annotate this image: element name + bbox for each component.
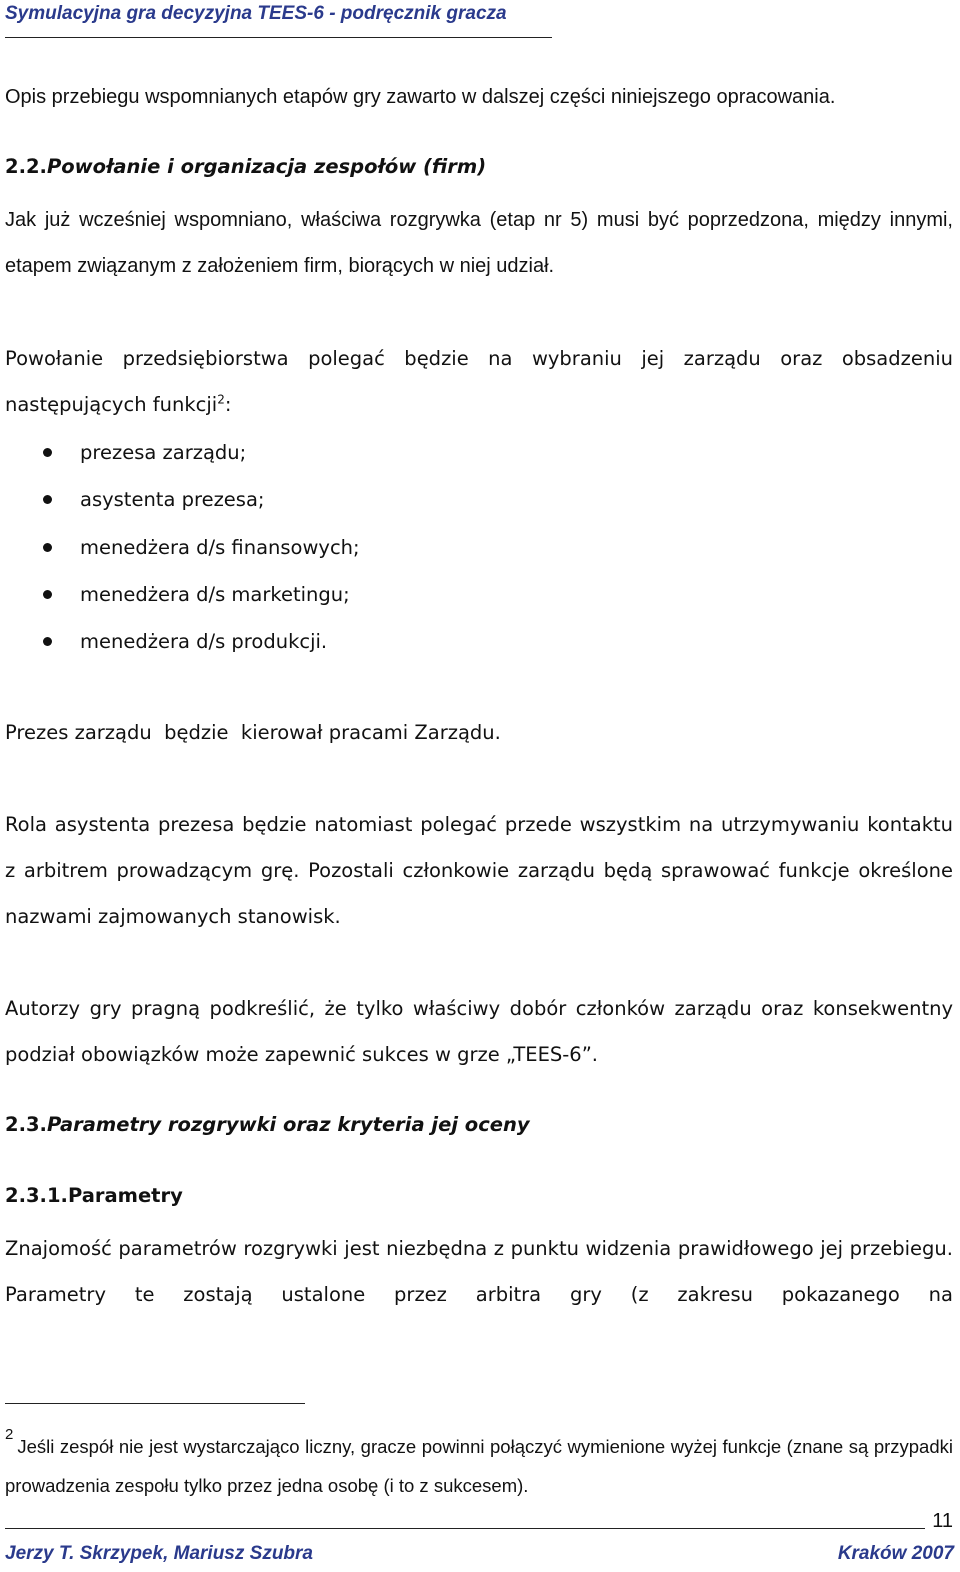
paragraph-assistant-role: Rola asystenta prezesa będzie natomiast polegać przede wszystkim na utrzymywaniu kontaktu z arbitrem prowadzącym grę. Pozostali członkowie zarządu będą sprawować funkcje określone nazwami zajmowanych stanowisk. bbox=[5, 813, 953, 928]
functions-list bbox=[0, 429, 360, 665]
paragraph-company-founding bbox=[5, 336, 953, 428]
footnote-text: Jeśli zespół nie jest wystarczająco liczny, gracze powinni połączyć wymienione wyżej funkcje (znane są przypadki prowadzenia zespołu tylko przez jedna osobę (i to z sukcesem). bbox=[5, 1436, 953, 1496]
paragraph-authors-note: Autorzy gry pragną podkreślić, że tylko właściwy dobór członków zarządu oraz konsekwentny podział obowiązków może zapewnić sukces w grze „TEES-6”. bbox=[5, 997, 953, 1066]
footer-authors: Jerzy T. Skrzypek, Mariusz Szubra bbox=[5, 1543, 313, 1564]
paragraph-president-role: Prezes zarządu będzie kierował pracami Zarządu. bbox=[5, 721, 501, 744]
header-rule bbox=[5, 37, 552, 38]
intro-paragraph: Opis przebiegu wspomnianych etapów gry zawarto w dalszej części niniejszego opracowania. bbox=[5, 86, 836, 108]
section-heading-2-3 bbox=[5, 1113, 530, 1136]
section-title: Parametry bbox=[67, 1184, 183, 1207]
bullet-icon bbox=[43, 495, 52, 504]
footnote-ref[interactable]: 2 bbox=[217, 392, 225, 407]
paragraph-parameters: Znajomość parametrów rozgrywki jest niezbędna z punktu widzenia prawidłowego jej przebiegu. Parametry te zostają ustalone przez arbitra gry (z zakresu pokazanego na bbox=[5, 1237, 953, 1306]
section-title: Powołanie i organizacja zespołów (firm) bbox=[46, 155, 487, 178]
section-heading-2-2 bbox=[5, 155, 486, 178]
bullet-icon bbox=[43, 543, 52, 552]
section-number: 2.2. bbox=[5, 155, 47, 178]
section-number: 2.3.1. bbox=[5, 1184, 68, 1207]
list-item: menedżera d/s marketingu; bbox=[0, 571, 360, 618]
section-title: Parametry rozgrywki oraz kryteria jej oceny bbox=[46, 1113, 530, 1136]
section-number: 2.3. bbox=[5, 1113, 47, 1136]
paragraph-preceding-stage: Jak już wcześniej wspomniano, właściwa rozgrywka (etap nr 5) musi być poprzedzona, między innymi, etapem związanym z założeniem firm, biorących w niej udział. bbox=[5, 209, 953, 277]
footnote-mark: 2 bbox=[5, 1426, 14, 1443]
footnote-separator bbox=[5, 1403, 305, 1404]
footnote bbox=[5, 1428, 953, 1504]
list-item: asystenta prezesa; bbox=[0, 476, 360, 523]
paragraph-text: Powołanie przedsiębiorstwa polegać będzie na wybraniu jej zarządu oraz obsadzeniu następujących funkcji bbox=[5, 347, 953, 416]
list-item: menedżera d/s produkcji. bbox=[0, 618, 360, 665]
bullet-icon bbox=[43, 637, 52, 646]
bullet-icon bbox=[43, 448, 52, 457]
footer-place-year: Kraków 2007 bbox=[837, 1543, 954, 1564]
footer-rule bbox=[5, 1528, 925, 1529]
list-item: menedżera d/s finansowych; bbox=[0, 524, 360, 571]
section-heading-2-3-1 bbox=[5, 1184, 183, 1207]
list-item: prezesa zarządu; bbox=[0, 429, 360, 476]
paragraph-colon: : bbox=[224, 393, 232, 416]
bullet-icon bbox=[43, 590, 52, 599]
page-number: 11 bbox=[932, 1510, 953, 1532]
running-header-title: Symulacyjna gra decyzyjna TEES-6 - podręcznik gracza bbox=[5, 3, 507, 24]
